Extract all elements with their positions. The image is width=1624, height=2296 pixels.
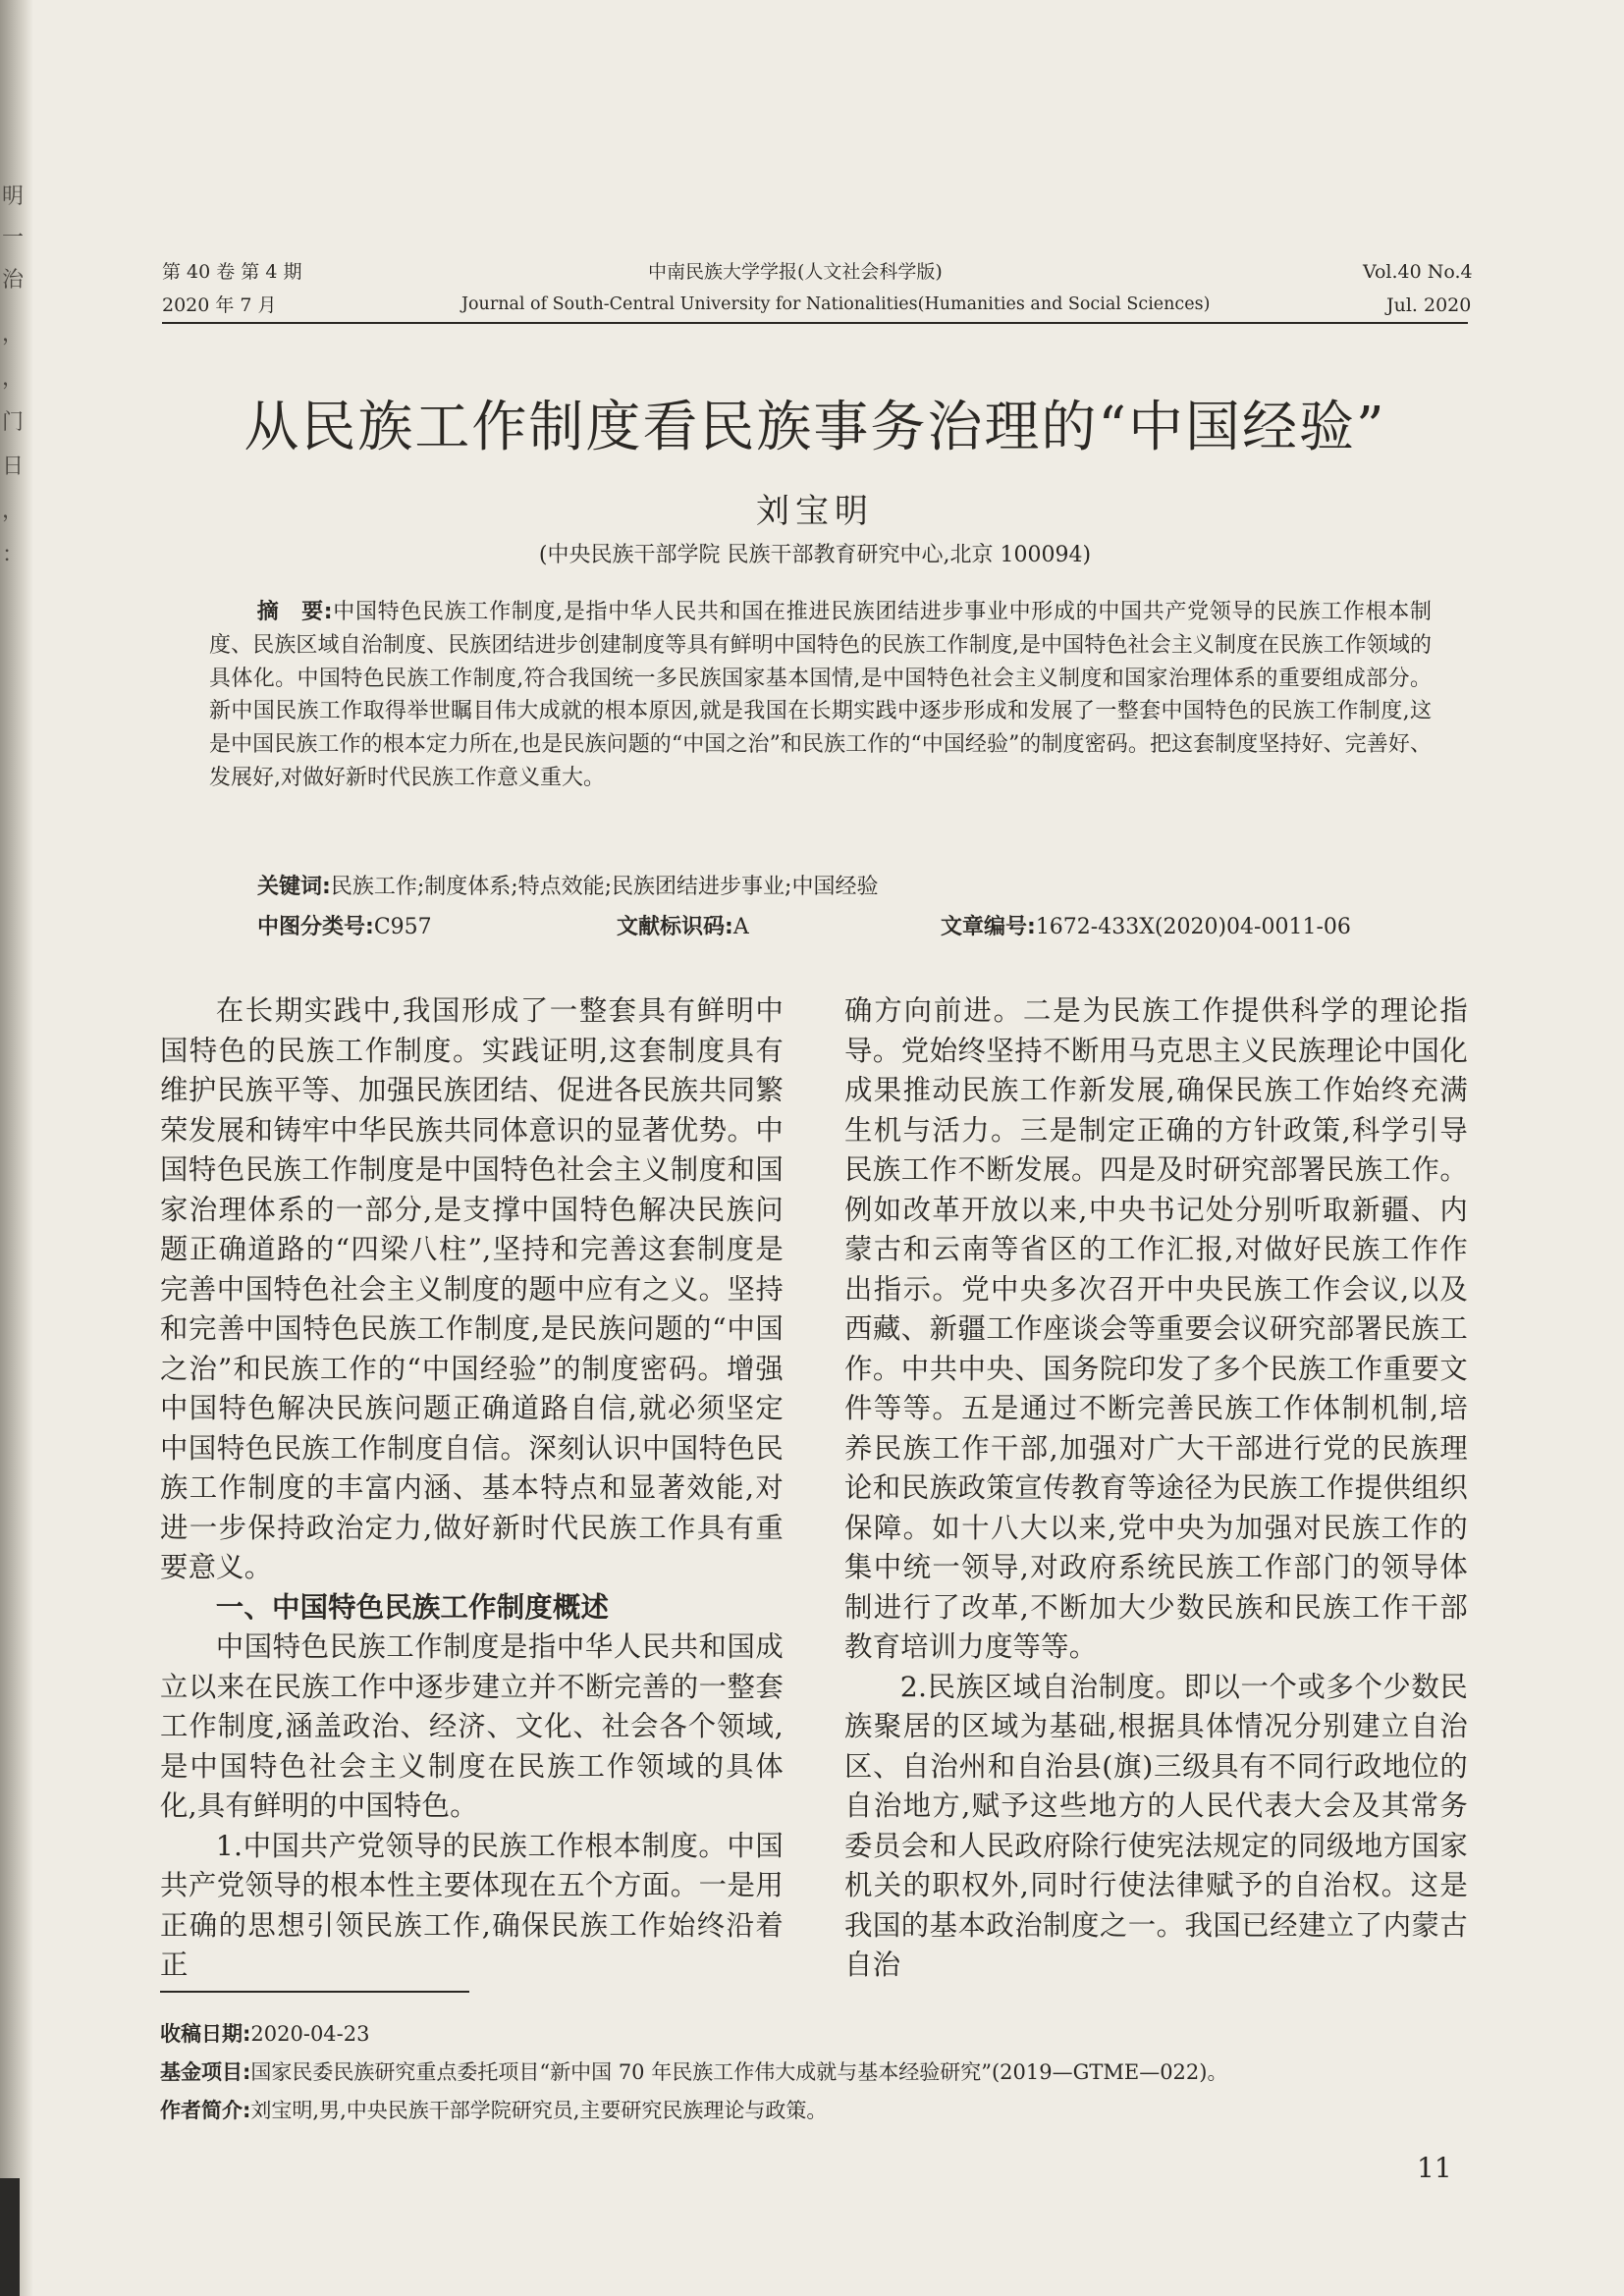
bleed-char: ： [2, 543, 25, 567]
received-value: 2020-04-23 [250, 2022, 370, 2046]
bleed-char: 一 [2, 226, 25, 250]
footnote-fund [160, 2062, 1227, 2083]
bio-value: 刘宝明,男,中央民族干部学院研究员,主要研究民族理论与政策。 [250, 2099, 828, 2122]
keywords-label: 关键词: [257, 875, 331, 899]
bleed-char: ， [2, 499, 25, 523]
header-journal-cn: 中南民族大学学报(人文社会科学版) [648, 261, 943, 283]
header-journal-en: Journal of South-Central University for Nationalities(Humanities and Social Sciences) [461, 294, 1211, 314]
fund-label: 基金项目: [160, 2060, 251, 2084]
body-paragraph: 确方向前进。二是为民族工作提供科学的理论指导。党始终坚持不断用马克思主义民族理论中国化成果推动民族工作新发展,确保民族工作始终充满生机与活力。三是制定正确的方针政策,科学引导民族工作不断发展。四是及时研究部署民族工作。例如改革开放以来,中央书记处分别听取新疆、内蒙古和云南等省区的工作汇报,对做好民族工作作出指示。党中央多次召开中央民族工作会议,以及西藏、新疆工作座谈会等重要会议研究部署民族工作。中共中央、国务院印发了多个民族工作重要文件等等。五是通过不断完善民族工作体制机制,培养民族工作干部,加强对广大干部进行党的民族理论和民族政策宣传教育等途径为民族工作提供组织保障。如十八大以来,党中央为加强对民族工作的集中统一领导,对政府系统民族工作部门的领导体制进行了改革,不断加大少数民族和民族工作干部教育培训力度等等。 [844, 994, 1468, 1663]
body-column-right [844, 991, 1468, 1986]
abstract-label: 摘 要: [256, 600, 333, 624]
footnote-received [160, 2024, 369, 2045]
header-date: 2020 年 7 月 [162, 294, 277, 316]
clc-value: C957 [373, 915, 432, 939]
keywords-text: 民族工作;制度体系;特点效能;民族团结进步事业;中国经验 [330, 875, 879, 899]
footnote-rule [160, 1991, 469, 1993]
doc-value: A [732, 915, 749, 939]
body-paragraph: 2.民族区域自治制度。即以一个或多个少数民族聚居的区域为基础,根据具体情况分别建立自治区、自治州和自治县(旗)三级具有不同行政地位的自治地方,赋予这些地方的人民代表大会及其常务委员会和人民政府除行使宪法规定的同级地方国家机关的职权外,同时行使法律赋予的自治权。这是我国的基本政治制度之一。我国已经建立了内蒙古自治 [844, 1670, 1468, 1981]
body-paragraph: 在长期实践中,我国形成了一整套具有鲜明中国特色的民族工作制度。实践证明,这套制度具有维护民族平等、加强民族团结、促进各民族共同繁荣发展和铸牢中华民族共同体意识的显著优势。中国特色民族工作制度是中国特色社会主义制度和国家治理体系的一部分,是支撑中国特色解决民族问题正确道路的“四梁八柱”,坚持和完善这套制度是完善中国特色社会主义制度的题中应有之义。坚持和完善中国特色民族工作制度,是民族问题的“中国之治”和民族工作的“中国经验”的制度密码。增强中国特色解决民族问题正确道路自信,就必须坚定中国特色民族工作制度自信。深刻认识中国特色民族工作制度的丰富内涵、基本特点和显著效能,对进一步保持政治定力,做好新时代民族工作具有重要意义。 [160, 994, 784, 1583]
article-value: 1672-433X(2020)04-0011-06 [1035, 915, 1351, 939]
header-volume-issue: 第 40 卷 第 4 期 [162, 261, 302, 283]
article-label: 文章编号: [941, 915, 1036, 939]
body-paragraph: 中国特色民族工作制度是指中华人民共和国成立以来在民族工作中逐步建立并不断完善的一整套工作制度,涵盖政治、经济、文化、社会各个领域,是中国特色社会主义制度在民族工作领域的具体化,具有鲜明的中国特色。 [160, 1630, 784, 1822]
author-affiliation: (中央民族干部学院 民族干部教育研究中心,北京 100094) [538, 543, 1092, 567]
fund-value: 国家民委民族研究重点委托项目“新中国 70 年民族工作伟大成就与基本经验研究”(2019—GTME—022)。 [250, 2060, 1228, 2084]
bleed-char: 门 [2, 410, 25, 435]
abstract [209, 596, 1432, 795]
bleed-char: ， [2, 366, 25, 391]
author-name: 刘宝明 [756, 492, 874, 531]
header-rule [162, 322, 1468, 324]
clc-label: 中图分类号: [257, 915, 374, 939]
header-vol-en: Vol.40 No.4 [1363, 261, 1473, 283]
bleed-char: ， [2, 322, 25, 347]
bleed-char: 治 [2, 268, 25, 293]
header-date-en: Jul. 2020 [1386, 294, 1472, 316]
clc-number [257, 917, 432, 938]
scan-corner [0, 2178, 20, 2296]
section-heading: 一、中国特色民族工作制度概述 [215, 1590, 610, 1624]
article-title: 从民族工作制度看民族事务治理的“中国经验” [244, 396, 1386, 459]
bleed-char: 日 [2, 454, 25, 479]
page-number: 11 [1417, 2152, 1452, 2184]
article-number [941, 917, 1351, 938]
abstract-text: 中国特色民族工作制度,是指中华人民共和国在推进民族团结进步事业中形成的中国共产党领导的民族工作根本制度、民族区域自治制度、民族团结进步创建制度等具有鲜明中国特色的民族工作制度,是中国特色社会主义制度在民族工作领域的具体化。中国特色民族工作制度,符合我国统一多民族国家基本国情,是中国特色社会主义制度和国家治理体系的重要组成部分。新中国民族工作取得举世瞩目伟大成就的根本原因,就是我国在长期实践中逐步形成和发展了一整套中国特色的民族工作制度,这是中国民族工作的根本定力所在,也是民族问题的“中国之治”和民族工作的“中国经验”的制度密码。把这套制度坚持好、完善好、发展好,对做好新时代民族工作意义重大。 [209, 600, 1432, 790]
body-paragraph: 1.中国共产党领导的民族工作根本制度。中国共产党领导的根本性主要体现在五个方面。一是用正确的思想引领民族工作,确保民族工作始终沿着正 [160, 1829, 784, 1981]
doc-label: 文献标识码: [617, 915, 733, 939]
received-label: 收稿日期: [160, 2022, 251, 2046]
document-code [617, 917, 749, 938]
bleed-char: 明 [2, 185, 25, 209]
keywords [257, 877, 878, 898]
body-column-left [160, 991, 784, 1986]
footnote-author-bio [160, 2101, 827, 2121]
bio-label: 作者简介: [160, 2099, 251, 2122]
